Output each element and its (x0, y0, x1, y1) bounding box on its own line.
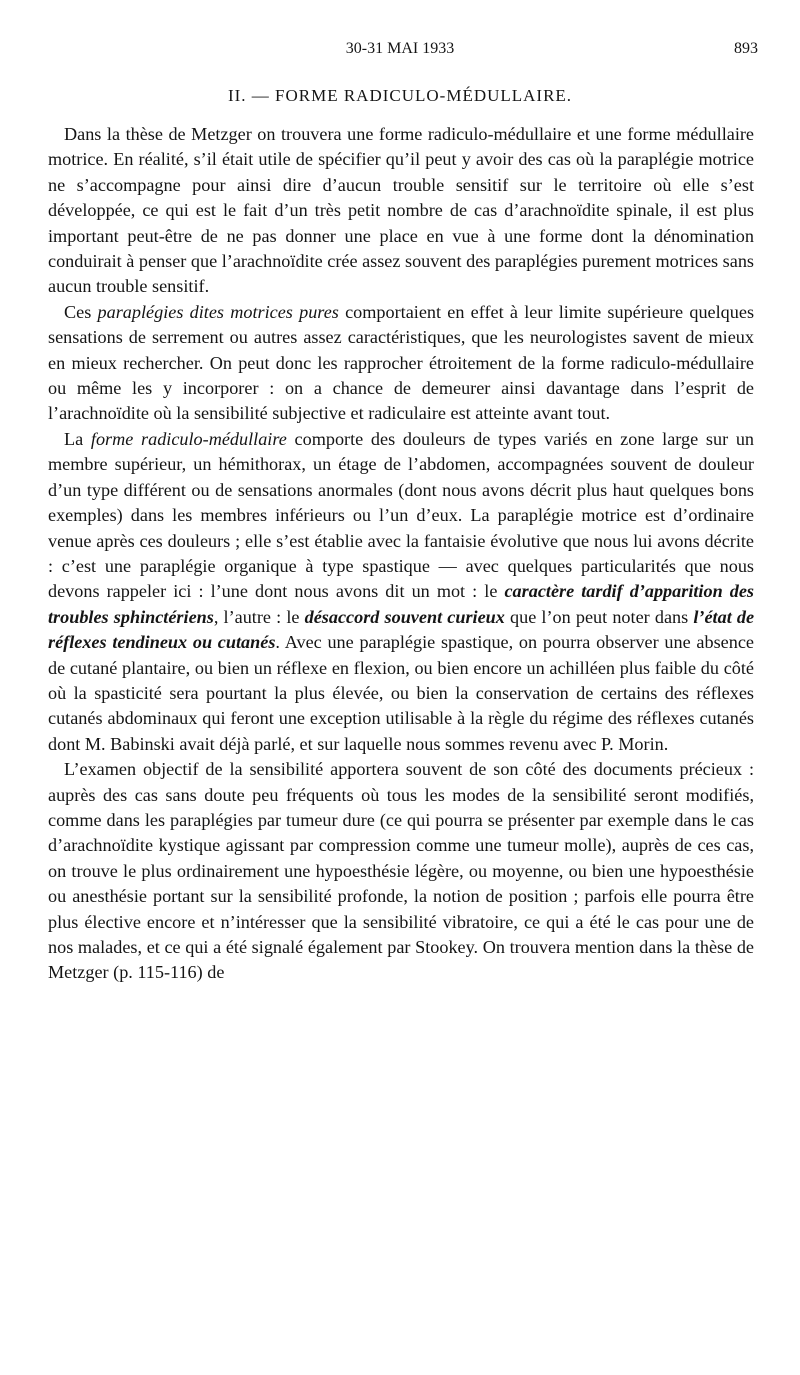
p3-text-e: , l’autre : le (213, 606, 300, 627)
p2-italic-term: paraplégies dites motrices pures (97, 301, 339, 322)
paragraph-2 (48, 300, 754, 427)
paragraph-4: L’examen objectif de la sensibilité apportera souvent de son côté des documents précieux : auprès des cas sans doute peu fréquents où tous les modes de la sensibilité seront modifiés, comme dans les paraplégies par tumeur dure (ce qui pourra se présenter par exemple dans le cas d’arachnoïdite kystique agissant par compression comme une tumeur molle), auprès de ces cas, on trouve le plus ordinairement une hypoesthésie légère, ou moyenne, ou bien une hypoesthésie ou anesthésie portant sur la sensibilité profonde, la notion de position ; parfois elle pourra être plus élective encore et n’intéresser que la sensibilité vibratoire, ce qui a été le cas pour une de nos malades, et ce qui a été signalé également par Stookey. On trouvera mention dans la thèse de Metzger (p. 115-116) de (48, 759, 754, 983)
p3-emphasis-1: caractère tardif d’apparition des troubles sphinctériens (48, 581, 754, 627)
section-title: FORME RADICULO-MÉDULLAIRE. (275, 86, 573, 105)
p3-text-g: que l’on peut noter dans (510, 606, 689, 627)
page-number: 893 (734, 40, 758, 57)
p3-emphasis-3: l’état de réflexes tendineux ou cutanés (48, 606, 755, 653)
running-header (0, 40, 800, 64)
section-number: II. — (227, 86, 270, 105)
header-date: 30-31 MAI 1933 (345, 40, 455, 57)
paragraph-3 (48, 427, 754, 757)
p3-text-c: comporte des douleurs de types variés en zone large sur un membre supérieur, un hémithorax, un étage de l’abdomen, accompagnées souvent de douleur d’un type différent ou de sensations anormales (dont nous avons décrit plus haut quelques bons exemples) dans les membres inférieurs ou l’un d’eux. La paraplégie motrice est d’ordinaire venue après ces douleurs ; elle s’est établie avec la fantaisie évolutive que nous lui avons décrite : c’est une paraplégie organique à type spastique — avec quelques particularités que nous devons rappeler ici : l’une dont nous avons dit un mot : le (48, 428, 755, 602)
p3-text-i: . Avec une paraplégie spastique, on pourra observer une absence de cutané plantaire, ou bien un réflexe en flexion, ou bien encore un achilléen plus faible du côté où la spasticité sera pourtant la plus élevée, ou bien la conservation de certains des réflexes cutanés abdominaux qui feront une exception utilisable à la règle du régime des réflexes cutanés dont M. Babinski avait déjà parlé, et sur laquelle nous sommes revenu avec P. Morin. (48, 632, 754, 754)
p3-text-a: La (64, 428, 84, 449)
p3-italic-term: forme radiculo-médullaire (90, 428, 287, 449)
p3-emphasis-2: désaccord souvent curieux (304, 606, 505, 627)
paragraph-1: Dans la thèse de Metzger on trouvera une forme radiculo-médullaire et une forme médullaire motrice. En réalité, s’il était utile de spécifier qu’il peut y avoir des cas où la paraplégie motrice ne s’accompagne pour ainsi dire d’aucun trouble sensitif sur le territoire où elle s’est développée, ce qui est le fait d’un très petit nombre de cas d’arachnoïdite spinale, il est plus important peut-être de ne pas donner une place en vue à une forme dont la dénomination conduirait à penser que l’arachnoïdite crée assez souvent des paraplégies purement motrices sans aucun trouble sensitif. (48, 124, 754, 297)
p2-text-a: Ces (64, 301, 92, 322)
p2-text-c: comportaient en effet à leur limite supérieure quelques sensations de serrement ou autres assez caractéristiques, que les neurologistes savent de mieux en mieux rechercher. On peut donc les rapprocher étroitement de la forme radiculo-médullaire ou même les y incorporer : on a chance de demeurer ainsi davantage dans l’esprit de l’arachnoïdite où la sensibilité subjective et radiculaire est atteinte avant tout. (48, 301, 755, 424)
section-heading (0, 86, 800, 106)
body-text (48, 122, 754, 986)
